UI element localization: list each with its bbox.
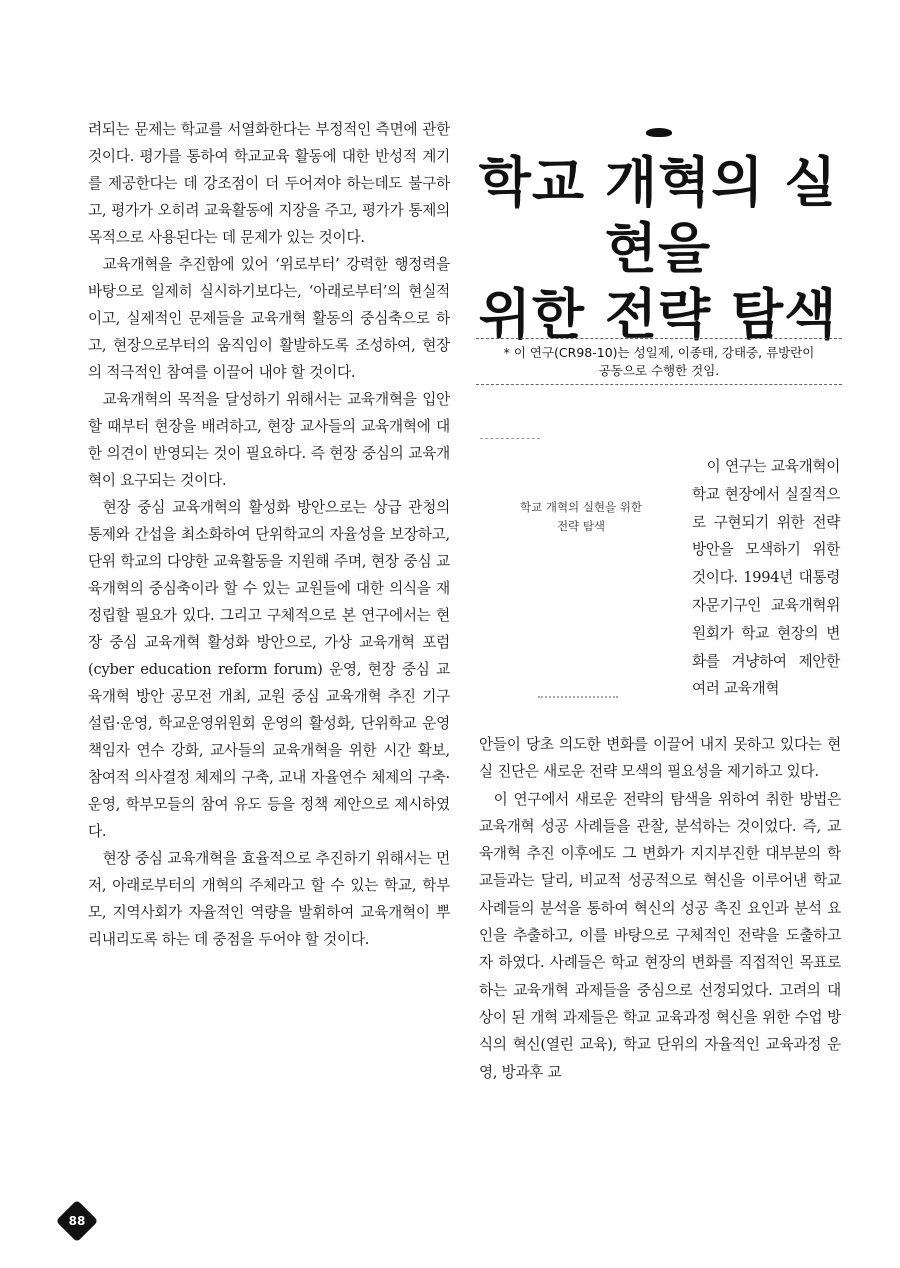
- report-cover-thumbnail: [480, 455, 682, 723]
- left-column: [88, 116, 450, 953]
- title-ornament-icon: [646, 128, 672, 137]
- thumbnail-caption: [480, 498, 682, 536]
- separator-dash: [480, 438, 540, 439]
- paragraph: 이 연구는 교육개혁이 학교 현장에서 실질적으로 구현되기 위한 전략 방안을 모색하기 위한 것이다. 1994년 대통령 자문기구인 교육개혁위원회가 학교 현장의 변화를 겨냥하여 제안한 여러 교육개혁: [692, 458, 840, 698]
- thumbnail-line-1: 학교 개혁의 실현을 위한: [519, 500, 643, 514]
- paragraph: 이 연구에서 새로운 전략의 탐색을 위하여 취한 방법은 교육개혁 성공 사례들을 관찰, 분석하는 것이었다. 즉, 교육개혁 추진 이후에도 그 변화가 지지부진한 대부분의 학교들과는 달리, 비교적 성공적으로 혁신을 이루어낸 학교 사례들의 분석을 통하여 혁신의 성공 촉진 요인과 분석 요인을 추출하고, 이를 바탕으로 구체적인 전략을 도출하고자 하였다. 사례들은 학교 현장의 변화를 직접적인 목표로 하는 교육개혁 과제들을 중심으로 선정되었다. 고려의 대상이 된 개혁 과제들은 학교 교육과정 혁신을 위한 수업 방식의 혁신(열린 교육), 학교 단위의 자율적인 교육과정 운영, 방과후 교: [479, 790, 841, 1081]
- paragraph: 교육개혁의 목적을 달성하기 위해서는 교육개혁을 입안할 때부터 현장을 배려하고, 현장 교사들의 교육개혁에 대한 의견이 반영되는 것이 필요하다. 즉 현장 중심의 교육개혁이 요구되는 것이다.: [88, 391, 450, 489]
- article-title: [478, 150, 838, 348]
- paragraph: 려되는 문제는 학교를 서열화한다는 부정적인 측면에 관한 것이다. 평가를 통하여 학교교육 활동에 대한 반성적 계기를 제공한다는 데 강조점이 더 두어져야 하는데도 불구하고, 평가가 오히려 교육활동에 지장을 주고, 평가가 통제의 목적으로 사용된다는 데 문제가 있는 것이다.: [88, 121, 450, 246]
- paragraph: 현장 중심 교육개혁을 효율적으로 추진하기 위해서는 먼저, 아래로부터의 개혁의 주체라고 할 수 있는 학교, 학부모, 지역사회가 자율적인 역량을 발휘하여 교육개혁이 뿌리내리도록 하는 데 중점을 두어야 할 것이다.: [88, 850, 450, 948]
- paragraph: 현장 중심 교육개혁의 활성화 방안으로는 상급 관청의 통제와 간섭을 최소화하여 단위학교의 자율성을 보장하고, 단위 학교의 다양한 교육활동을 지원해 주며, 현장 중심 교육개혁의 중심축이라 할 수 있는 교원들에 대한 의식을 재정립할 필요가 있다. 그리고 구체적으로 본 연구에서는 현장 중심 교육개혁 활성화 방안으로, 가상 교육개혁 포럼(cyber education reform forum) 운영, 현장 중심 교육개혁 방안 공모전 개최, 교원 중심 교육개혁 추진 기구 설립·운영, 학교운영위원회 운영의 활성화, 단위학교 운영 책임자 연수 강화, 교사들의 교육개혁을 위한 시간 확보, 참여적 의사결정 체제의 구축, 교내 자율연수 체제의 구축·운영, 학부모들의 참여 유도 등을 정책 제안으로 제시하였다.: [88, 499, 450, 840]
- footnote-rule-top: [476, 338, 842, 339]
- right-column: [479, 731, 841, 1086]
- footnote-line-1: * 이 연구(CR98-10)는 성일제, 이종태, 강태중, 류방란이: [503, 345, 815, 360]
- right-column-wrap: [692, 453, 840, 703]
- title-line-1: 학교 개혁의 실현을: [478, 151, 838, 280]
- paragraph: 교육개혁을 추진함에 있어 ‘위로부터’ 강력한 행정력을 바탕으로 일제히 실시하기보다는, ‘아래로부터’의 현실적이고, 실제적인 문제들을 교육개혁 활동의 중심축으로 하고, 현장으로부터의 움직임이 활발하도록 조성하여, 현장의 적극적인 참여를 이끌어 내야 할 것이다.: [88, 256, 450, 381]
- footnote-line-2: 공동으로 수행한 것임.: [598, 363, 720, 378]
- thumbnail-dots: [538, 696, 618, 698]
- paragraph: 안들이 당초 의도한 변화를 이끌어 내지 못하고 있다는 현실 진단은 새로운 전략 모색의 필요성을 제기하고 있다.: [479, 736, 841, 781]
- footnote-rule-bottom: [476, 384, 842, 385]
- page-number-badge: [56, 1200, 98, 1242]
- author-footnote: [476, 344, 842, 380]
- page-number: 88: [68, 1214, 86, 1228]
- title-line-2: 위한 전략 탐색: [478, 283, 838, 346]
- thumbnail-line-2: 전략 탐색: [556, 519, 606, 533]
